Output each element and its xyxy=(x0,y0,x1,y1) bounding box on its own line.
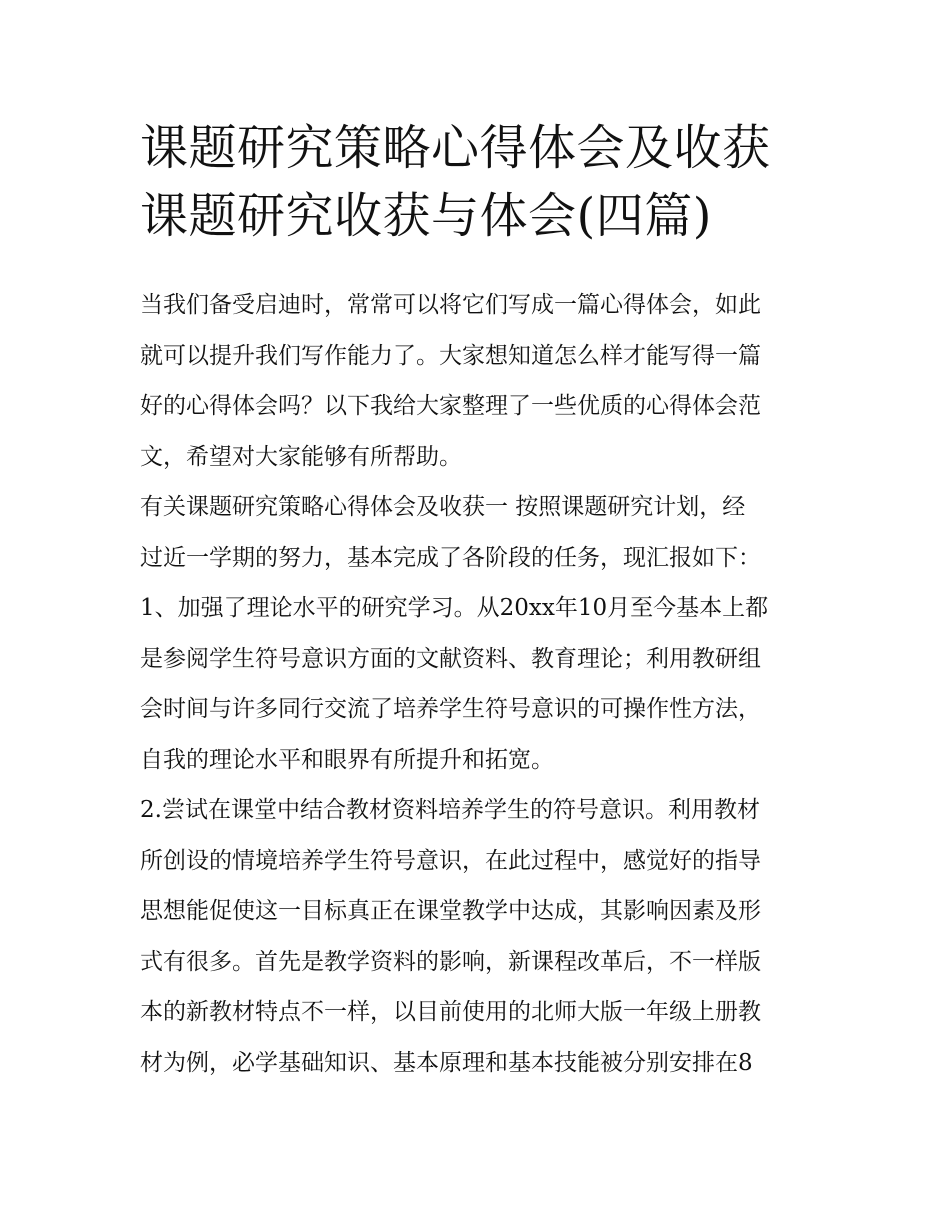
page-title xyxy=(140,114,840,250)
text-line: 材为例，必学基础知识、基本原理和基本技能被分别安排在8 xyxy=(140,1049,753,1076)
text-line: 1、加强了理论水平的研究学习。从20xx年10月至今基本上都 xyxy=(140,595,769,621)
text-line: 过近一学期的努力，基本完成了各阶段的任务，现汇报如下： xyxy=(140,544,761,571)
text-line: 当我们备受启迪时，常常可以将它们写成一篇心得体会，如此 xyxy=(140,292,761,318)
text-line: 就可以提升我们写作能力了。大家想知道怎么样才能写得一篇 xyxy=(140,342,761,369)
text-line: 文，希望对大家能够有所帮助。 xyxy=(140,443,462,470)
text-line: 式有很多。首先是教学资料的影响，新课程改革后，不一样版 xyxy=(140,948,761,975)
paragraph-section-one xyxy=(140,482,830,583)
text-line: 好的心得体会吗？以下我给大家整理了一些优质的心得体会范 xyxy=(140,393,761,419)
title-line-2: 课题研究收获与体会(四篇) xyxy=(140,188,712,244)
text-line: 会时间与许多同行交流了培养学生符号意识的可操作性方法， xyxy=(140,696,761,722)
text-line: 思想能促使这一目标真正在课堂教学中达成，其影响因素及形 xyxy=(140,898,761,924)
text-line: 有关课题研究策略心得体会及收获一 按照课题研究计划，经 xyxy=(140,494,746,520)
text-line: 所创设的情境培养学生符号意识，在此过程中，感觉好的指导 xyxy=(140,847,761,874)
paragraph-item-1 xyxy=(140,583,830,785)
paragraph-intro xyxy=(140,280,830,482)
text-line: 自我的理论水平和眼界有所提升和拓宽。 xyxy=(140,746,554,773)
text-line: 本的新教材特点不一样，以目前使用的北师大版一年级上册教 xyxy=(140,999,761,1025)
text-line: 2.尝试在课堂中结合教材资料培养学生的符号意识。利用教材 xyxy=(140,797,760,823)
document-body xyxy=(140,280,830,1088)
text-line: 是参阅学生符号意识方面的文献资料、教育理论；利用教研组 xyxy=(140,645,761,672)
title-line-1: 课题研究策略心得体会及收获 xyxy=(140,120,771,176)
paragraph-item-2 xyxy=(140,785,830,1088)
